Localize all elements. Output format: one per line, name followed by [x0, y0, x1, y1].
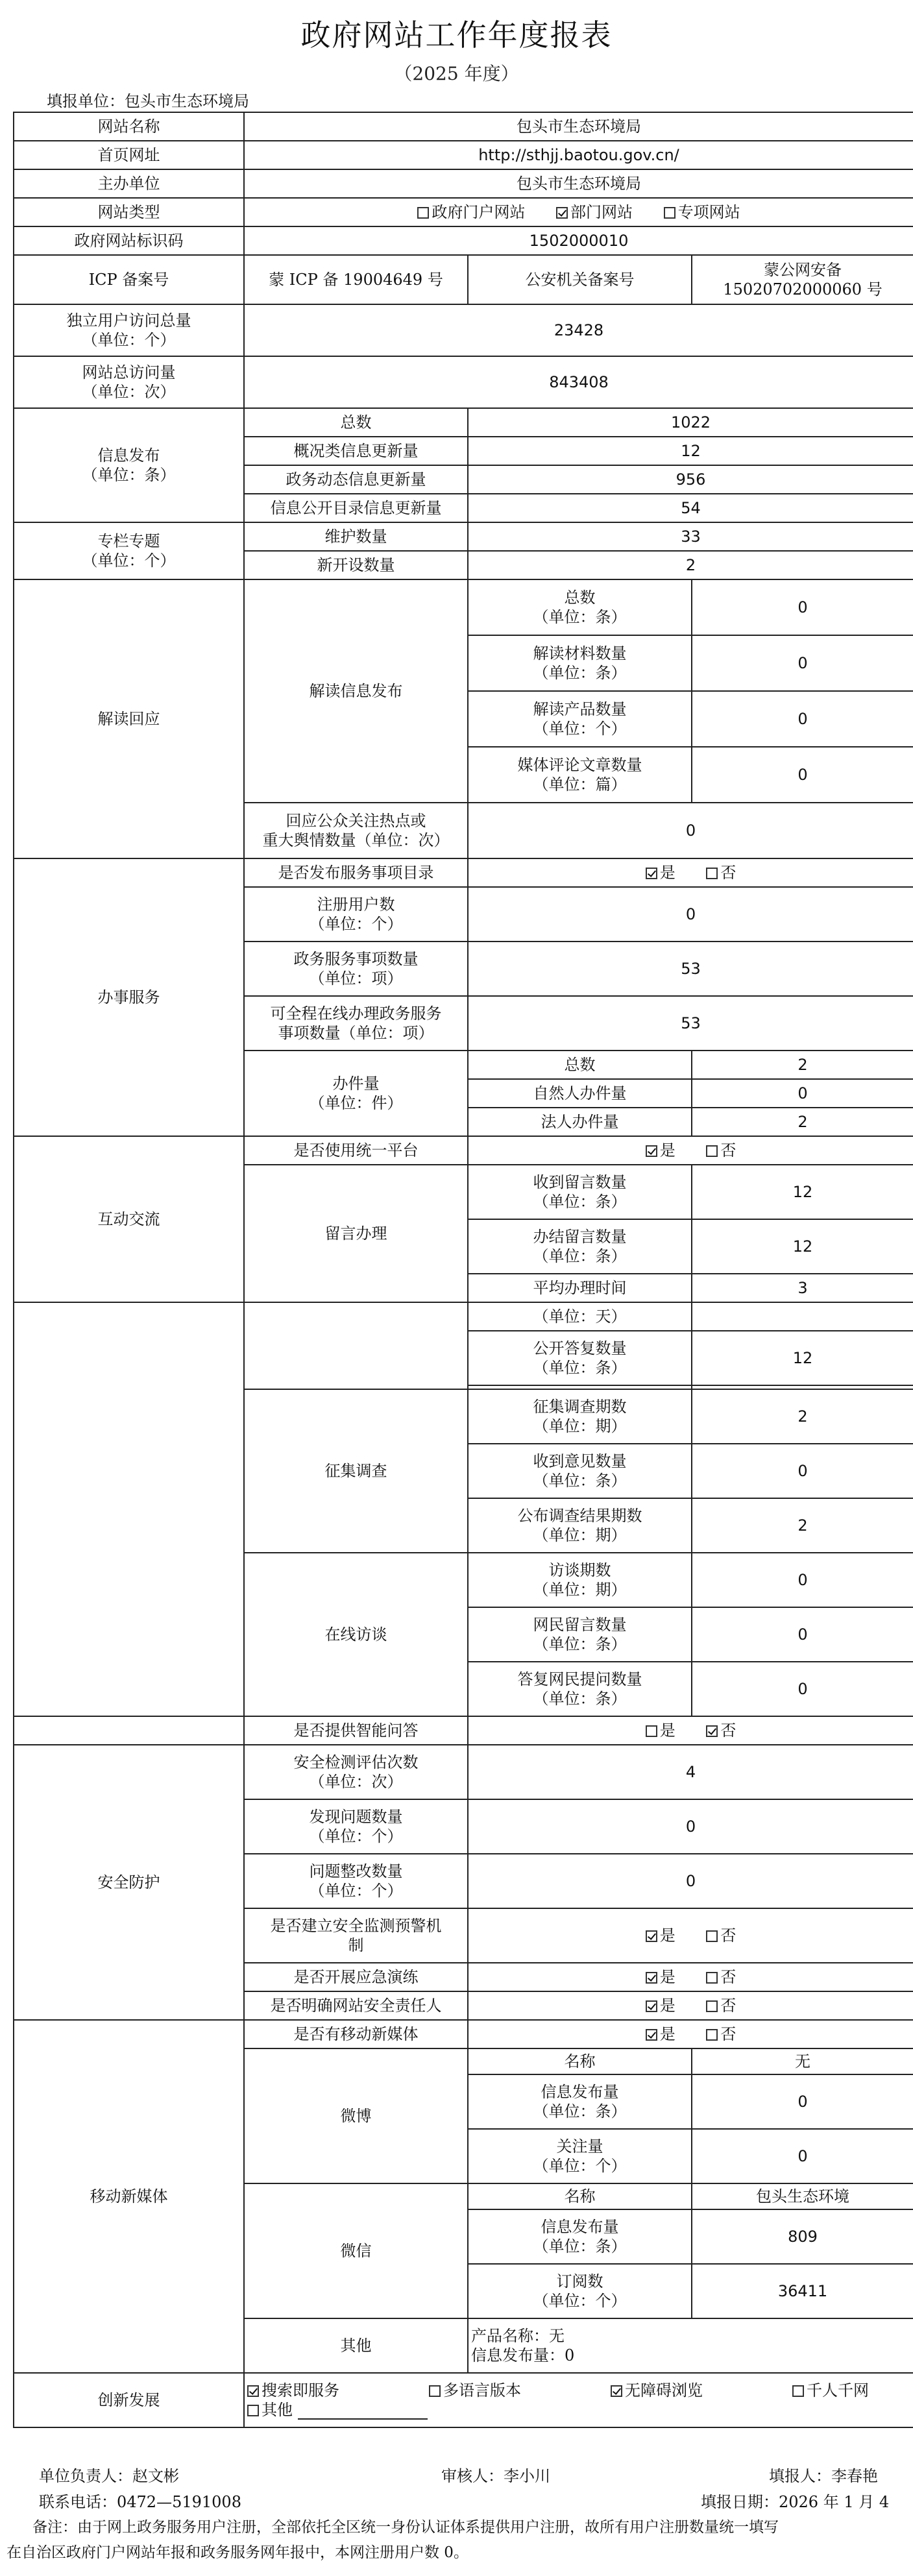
interp-pub-label: 解读信息发布 — [244, 579, 468, 803]
interview-msgs-label: 网民留言数量 （单位：条） — [468, 1607, 692, 1662]
avg-unit-label: （单位：天） — [468, 1302, 692, 1331]
interp-total: 0 — [692, 579, 913, 635]
innovation-options — [244, 2373, 913, 2427]
interp-media: 0 — [692, 747, 913, 803]
service-label: 办事服务 — [14, 858, 244, 1136]
msg-done: 12 — [692, 1219, 913, 1274]
mobile-has-label: 是否有移动新媒体 — [244, 2020, 468, 2048]
smart-yes[interactable]: 是 — [646, 1721, 676, 1740]
footer-note-1: 备注：由于网上政务服务用户注册，全部依托全区统一身份认证体系提供用户注册，故所有用户注册数量统一填写 — [32, 2519, 779, 2536]
home-url: http://sthjj.baotou.gov.cn/ — [244, 141, 913, 169]
sec-drill-yes[interactable]: 是 — [646, 1967, 676, 1987]
uv-label: 独立用户访问总量 （单位：个） — [14, 304, 244, 356]
checkbox-icon — [792, 2385, 804, 2397]
weibo-name-label: 名称 — [468, 2048, 692, 2074]
checkbox-icon — [706, 868, 718, 879]
sec-drill-options — [468, 1963, 913, 1991]
smart-options — [468, 1716, 913, 1745]
police-label: 公安机关备案号 — [468, 255, 692, 304]
type-option-department[interactable]: 部门网站 — [556, 202, 633, 222]
weibo-label: 微博 — [244, 2048, 468, 2183]
checkbox-icon — [706, 2029, 718, 2041]
info-news-label: 政务动态信息更新量 — [244, 465, 468, 494]
interview-label: 在线访谈 — [244, 1553, 468, 1716]
sec-warn-label: 是否建立安全监测预警机 制 — [244, 1908, 468, 1963]
column-maintain-label: 维护数量 — [244, 522, 468, 551]
interview-periods: 0 — [692, 1553, 913, 1607]
wechat-pub: 809 — [692, 2209, 913, 2264]
icp-value: 蒙 ICP 备 19004649 号 — [244, 255, 468, 304]
innov-custom[interactable]: 千人千网 — [792, 2381, 869, 2400]
checkbox-checked-icon — [247, 2385, 259, 2397]
site-type-label: 网站类型 — [14, 198, 244, 226]
interp-material-label: 解读材料数量 （单位：条） — [468, 635, 692, 691]
interview-answers: 0 — [692, 1662, 913, 1716]
pv-value: 843408 — [244, 356, 913, 408]
handle-total-label: 总数 — [468, 1051, 692, 1079]
checkbox-icon — [247, 2405, 259, 2416]
footer-note-2: 在自治区政府门户网站年报和政务服务网年报中，本网注册用户数 0。 — [6, 2544, 469, 2561]
footer-date: 填报日期：2026 年 1 月 4 — [701, 2493, 890, 2511]
checkbox-icon — [429, 2385, 441, 2397]
mobile-other-label: 其他 — [244, 2318, 468, 2373]
service-items: 53 — [468, 942, 913, 996]
sec-warn-no[interactable]: 否 — [706, 1926, 736, 1945]
wechat-label: 微信 — [244, 2183, 468, 2318]
service-directory-options — [468, 858, 913, 887]
survey-periods-label: 征集调查期数 （单位：期） — [468, 1389, 692, 1444]
sec-fixed-label: 问题整改数量 （单位：个） — [244, 1854, 468, 1908]
msg-avg-label: 平均办理时间 — [468, 1274, 692, 1302]
interp-respond-label: 回应公众关注热点或 重大舆情数量（单位：次） — [244, 803, 468, 858]
column-new: 2 — [468, 551, 913, 579]
smart-no[interactable]: 否 — [706, 1721, 736, 1740]
interview-periods-label: 访谈期数 （单位：期） — [468, 1553, 692, 1607]
msg-recv: 12 — [692, 1165, 913, 1219]
weibo-fans-label: 关注量 （单位：个） — [468, 2129, 692, 2183]
platform-yes[interactable]: 是 — [646, 1141, 676, 1160]
survey-label: 征集调查 — [244, 1389, 468, 1553]
service-directory-no[interactable]: 否 — [706, 863, 736, 882]
sec-eval: 4 — [468, 1745, 913, 1799]
survey-opinions-label: 收到意见数量 （单位：条） — [468, 1444, 692, 1498]
weibo-fans: 0 — [692, 2129, 913, 2183]
interp-product-label: 解读产品数量 （单位：个） — [468, 691, 692, 747]
info-open-label: 信息公开目录信息更新量 — [244, 494, 468, 522]
checkbox-checked-icon — [706, 1725, 718, 1737]
interp-label: 解读回应 — [14, 579, 244, 858]
innov-lang[interactable]: 多语言版本 — [429, 2381, 585, 2400]
interp-material: 0 — [692, 635, 913, 691]
handle-legal-label: 法人办件量 — [468, 1108, 692, 1136]
checkbox-icon — [706, 1145, 718, 1157]
site-name-label: 网站名称 — [14, 112, 244, 141]
sec-drill-no[interactable]: 否 — [706, 1967, 736, 1987]
service-handle-label: 办件量 （单位：件） — [244, 1051, 468, 1136]
handle-person: 0 — [692, 1079, 913, 1108]
interact-cont-label — [14, 1302, 244, 1716]
innov-other[interactable]: 其他 — [247, 2400, 428, 2420]
interp-product: 0 — [692, 691, 913, 747]
mobile-has-no[interactable]: 否 — [706, 2024, 736, 2044]
service-items-label: 政务服务事项数量 （单位：项） — [244, 942, 468, 996]
page-title: 政府网站工作年度报表 — [300, 18, 613, 53]
checkbox-icon — [646, 1725, 657, 1737]
avg-unit-value — [692, 1302, 913, 1331]
platform-options — [468, 1136, 913, 1165]
type-option-portal[interactable]: 政府门户网站 — [417, 202, 525, 222]
msg-cont-label — [244, 1302, 468, 1389]
pv-label: 网站总访问量 （单位：次） — [14, 356, 244, 408]
footer-leader: 单位负责人：赵文彬 — [39, 2467, 179, 2485]
platform-no[interactable]: 否 — [706, 1141, 736, 1160]
icp-label: ICP 备案号 — [14, 255, 244, 304]
checkbox-icon — [664, 207, 676, 219]
public-reply-label: 公开答复数量 （单位：条） — [468, 1331, 692, 1385]
sec-warn-yes[interactable]: 是 — [646, 1926, 676, 1945]
home-url-label: 首页网址 — [14, 141, 244, 169]
handle-legal: 2 — [692, 1108, 913, 1136]
innov-search[interactable]: 搜索即服务 — [247, 2381, 403, 2400]
uv-value: 23428 — [244, 304, 913, 356]
msg-label: 留言办理 — [244, 1165, 468, 1302]
info-label: 信息发布 （单位：条） — [14, 408, 244, 522]
weibo-pub-label: 信息发布量 （单位：条） — [468, 2074, 692, 2129]
service-reg: 0 — [468, 887, 913, 942]
sec-found: 0 — [468, 1799, 913, 1854]
mobile-has-options — [468, 2020, 913, 2048]
security-label: 安全防护 — [14, 1745, 244, 2020]
wechat-pub-label: 信息发布量 （单位：条） — [468, 2209, 692, 2264]
sec-drill-label: 是否开展应急演练 — [244, 1963, 468, 1991]
survey-opinions: 0 — [692, 1444, 913, 1498]
checkbox-checked-icon — [646, 1930, 657, 1942]
innovation-label: 创新发展 — [14, 2373, 244, 2427]
survey-periods: 2 — [692, 1389, 913, 1444]
service-directory-yes[interactable]: 是 — [646, 863, 676, 882]
service-reg-label: 注册用户数 （单位：个） — [244, 887, 468, 942]
wechat-sub: 36411 — [692, 2264, 913, 2318]
footer-reviewer: 审核人：李小川 — [441, 2467, 550, 2485]
survey-results: 2 — [692, 1498, 913, 1553]
checkbox-checked-icon — [611, 2385, 622, 2397]
sec-resp-no[interactable]: 否 — [706, 1996, 736, 2015]
checkbox-checked-icon — [646, 2000, 657, 2012]
platform-label: 是否使用统一平台 — [244, 1136, 468, 1165]
innov-access[interactable]: 无障碍浏览 — [611, 2381, 766, 2400]
info-open: 54 — [468, 494, 913, 522]
column-label: 专栏专题 （单位：个） — [14, 522, 244, 579]
sponsor-label: 主办单位 — [14, 169, 244, 198]
info-total: 1022 — [468, 408, 913, 437]
site-name: 包头市生态环境局 — [244, 112, 913, 141]
handle-total: 2 — [692, 1051, 913, 1079]
survey-results-label: 公布调查结果期数 （单位：期） — [468, 1498, 692, 1553]
sec-resp-options — [468, 1991, 913, 2020]
interact-label: 互动交流 — [14, 1136, 244, 1302]
footer-note — [6, 2515, 908, 2562]
page-subtitle: （2025 年度） — [394, 63, 519, 84]
weibo-pub: 0 — [692, 2074, 913, 2129]
footer-phone: 联系电话：0472—5191008 — [39, 2493, 241, 2511]
sec-resp-yes[interactable]: 是 — [646, 1996, 676, 2015]
site-type-options — [244, 198, 913, 226]
interp-respond: 0 — [468, 803, 913, 858]
sec-fixed: 0 — [468, 1854, 913, 1908]
sponsor: 包头市生态环境局 — [244, 169, 913, 198]
police-value: 蒙公网安备 15020702000060 号 — [692, 255, 913, 304]
info-overview-label: 概况类信息更新量 — [244, 437, 468, 465]
weibo-name: 无 — [692, 2048, 913, 2074]
mobile-other-value: 产品名称：无 信息发布量：0 — [468, 2318, 913, 2373]
interview-answers-label: 答复网民提问数量 （单位：条） — [468, 1662, 692, 1716]
info-total-label: 总数 — [244, 408, 468, 437]
info-news: 956 — [468, 465, 913, 494]
column-new-label: 新开设数量 — [244, 551, 468, 579]
site-id: 1502000010 — [244, 226, 913, 255]
sec-warn-options — [468, 1908, 913, 1963]
checkbox-checked-icon — [556, 207, 568, 219]
handle-person-label: 自然人办件量 — [468, 1079, 692, 1108]
checkbox-checked-icon — [646, 868, 657, 879]
interp-media-label: 媒体评论文章数量 （单位：篇） — [468, 747, 692, 803]
service-online-label: 可全程在线办理政务服务 事项数量（单位：项） — [244, 996, 468, 1051]
checkbox-checked-icon — [646, 1972, 657, 1984]
info-overview: 12 — [468, 437, 913, 465]
interp-total-label: 总数 （单位：条） — [468, 579, 692, 635]
checkbox-checked-icon — [646, 2029, 657, 2041]
mobile-has-yes[interactable]: 是 — [646, 2024, 676, 2044]
msg-done-label: 办结留言数量 （单位：条） — [468, 1219, 692, 1274]
sec-eval-label: 安全检测评估次数 （单位：次） — [244, 1745, 468, 1799]
site-id-label: 政府网站标识码 — [14, 226, 244, 255]
footer-filler: 填报人：李春艳 — [769, 2467, 878, 2485]
checkbox-icon — [706, 1972, 718, 1984]
service-online: 53 — [468, 996, 913, 1051]
filler-unit: 填报单位：包头市生态环境局 — [47, 92, 249, 110]
report-table — [13, 112, 913, 2428]
msg-recv-label: 收到留言数量 （单位：条） — [468, 1165, 692, 1219]
mobile-label: 移动新媒体 — [14, 2020, 244, 2373]
checkbox-icon — [706, 2000, 718, 2012]
wechat-sub-label: 订阅数 （单位：个） — [468, 2264, 692, 2318]
wechat-name: 包头生态环境 — [692, 2183, 913, 2209]
column-maintain: 33 — [468, 522, 913, 551]
wechat-name-label: 名称 — [468, 2183, 692, 2209]
interact-smart-spacer — [14, 1716, 244, 1745]
interview-msgs: 0 — [692, 1607, 913, 1662]
type-option-special[interactable]: 专项网站 — [664, 202, 740, 222]
public-reply: 12 — [692, 1331, 913, 1385]
sec-found-label: 发现问题数量 （单位：个） — [244, 1799, 468, 1854]
sec-resp-label: 是否明确网站安全责任人 — [244, 1991, 468, 2020]
checkbox-checked-icon — [646, 1145, 657, 1157]
checkbox-icon — [706, 1930, 718, 1942]
checkbox-icon — [417, 207, 429, 219]
smart-label: 是否提供智能问答 — [244, 1716, 468, 1745]
service-directory-label: 是否发布服务事项目录 — [244, 858, 468, 887]
innov-other-line[interactable] — [298, 2403, 428, 2420]
msg-avg: 3 — [692, 1274, 913, 1302]
